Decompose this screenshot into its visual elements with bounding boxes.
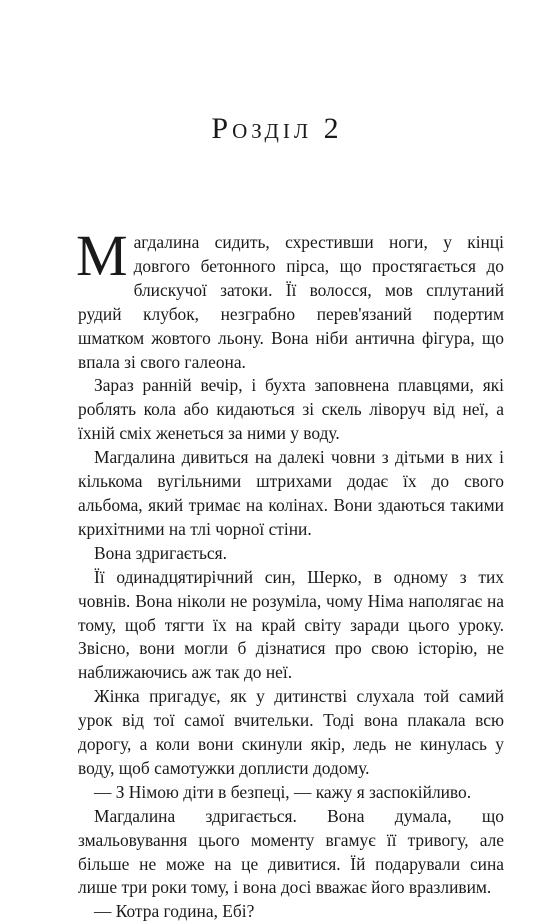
paragraph-8: Магдалина здригається. Вона думала, що змальовування цього моменту вгамує її тривогу, але більше не може на це дивитися. Їй подарували сина лише три роки тому, і вона досі вважає його вразливим.	[78, 805, 504, 898]
paragraph-2: Зараз ранній вечір, і бухта заповнена плавцями, які роблять кола або кидаються зі скель ліворуч від неї, а їхній сміх женеться за ними у воду.	[78, 375, 504, 444]
paragraph-1-text: агдалина сидить, схрестивши ноги, у кінці довгого бетонного пірса, що простягається до блискучої затоки. Її волосся, мов сплутаний рудий клубок, незграбно перев'язаний подертим шматком жовтого льону. Вона ніби антична фігура, що впала зі свого галеона.	[78, 232, 504, 372]
paragraph-3: Магдалина дивиться на далекі човни з дітьми в них і кількома вугільними штрихами додає їх до свого альбома, який тримає на колінах. Вони здаються такими крихітними на тлі чорної стіни.	[78, 447, 504, 539]
drop-cap: М	[76, 223, 128, 288]
paragraph-6: Жінка пригадує, як у дитинстві слухала той самий урок від тої самої вчительки. Тоді вона плакала всю дорогу, а коли вони скинули якір, ледь не кинулась у воду, щоб самотужки доплисти додому.	[78, 686, 504, 778]
paragraph-4: Вона здригається.	[94, 542, 227, 563]
paragraph-1	[76, 223, 504, 374]
paragraph-9: — Котра година, Ебі?	[94, 901, 255, 922]
chapter-title: Розділ 2	[211, 112, 343, 145]
body-text	[76, 223, 504, 924]
paragraph-7: — З Німою діти в безпеці, — кажу я заспокійливо.	[94, 781, 472, 802]
paragraph-5: Її одинадцятирічний син, Шерко, в одному з тих човнів. Вона ніколи не розуміла, чому Німа наполягає на тому, щоб тягти їх на край світу заради цього уроку. Звісно, вони могли б дізнатися про свою історію, не наближаючись аж так до неї.	[78, 566, 504, 683]
